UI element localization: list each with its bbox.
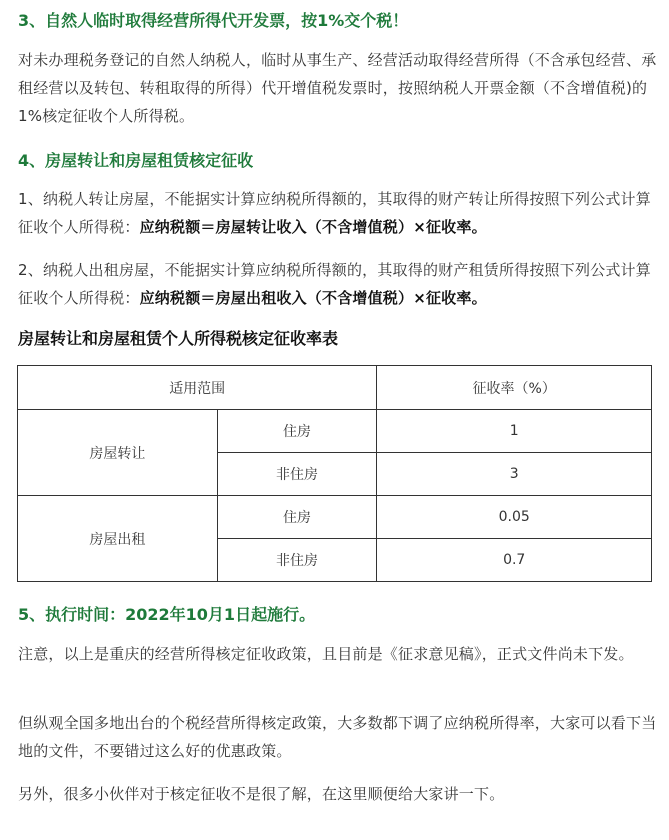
item-1-text: 1、纳税人转让房屋，不能据实计算应纳税所得额的，其取得的财产转让所得按照下列公式计算征收个人所得税：	[18, 190, 651, 236]
rate-cell: 0.05	[377, 496, 652, 539]
section-4-item-2	[18, 256, 658, 312]
section-3-paragraph: 对未办理税务登记的自然人纳税人，临时从事生产、经营活动取得经营所得（不含承包经营、承租经营以及转包、转租取得的所得）代开增值税发票时，按照纳税人开票金额（不含增值税)的1%核定征收个人所得税。	[18, 51, 657, 125]
header-rate: 征收率（%）	[377, 366, 652, 410]
section-5-heading: 5、执行时间：2022年10月1日起施行。	[18, 605, 316, 624]
category-cell: 房屋出租	[18, 496, 218, 582]
rate-table	[17, 365, 652, 582]
type-cell: 住房	[217, 496, 377, 539]
section-4-item-1	[18, 185, 658, 241]
table-title: 房屋转让和房屋租赁个人所得税核定征收率表	[18, 329, 339, 348]
item-1-formula: 应纳税额＝房屋转让收入（不含增值税）×征收率。	[139, 218, 487, 236]
item-2-formula: 应纳税额＝房屋出租收入（不含增值税）×征收率。	[139, 289, 487, 307]
note-paragraph-3: 另外，很多小伙伴对于核定征收不是很了解，在这里顺便给大家讲一下。	[18, 785, 505, 803]
rate-cell: 0.7	[377, 539, 652, 582]
rate-cell: 3	[377, 453, 652, 496]
item-2-text: 2、纳税人出租房屋，不能据实计算应纳税所得额的，其取得的财产租赁所得按照下列公式计算征收个人所得税：	[18, 261, 651, 307]
section-3-heading: 3、自然人临时取得经营所得代开发票，按1%交个税！	[18, 11, 409, 30]
type-cell: 非住房	[217, 453, 377, 496]
note-paragraph-2: 但纵观全国多地出台的个税经营所得核定政策，大多数都下调了应纳税所得率，大家可以看下当地的文件，不要错过这么好的优惠政策。	[18, 714, 657, 760]
section-4-heading: 4、房屋转让和房屋租赁核定征收	[18, 151, 254, 170]
rate-cell: 1	[377, 410, 652, 453]
header-scope: 适用范围	[18, 366, 377, 410]
type-cell: 非住房	[217, 539, 377, 582]
table-row	[18, 496, 652, 539]
table-row	[18, 410, 652, 453]
table-header-row	[18, 366, 652, 410]
type-cell: 住房	[217, 410, 377, 453]
note-paragraph-1: 注意，以上是重庆的经营所得核定征收政策，且目前是《征求意见稿》，正式文件尚未下发。	[18, 645, 634, 663]
category-cell: 房屋转让	[18, 410, 218, 496]
